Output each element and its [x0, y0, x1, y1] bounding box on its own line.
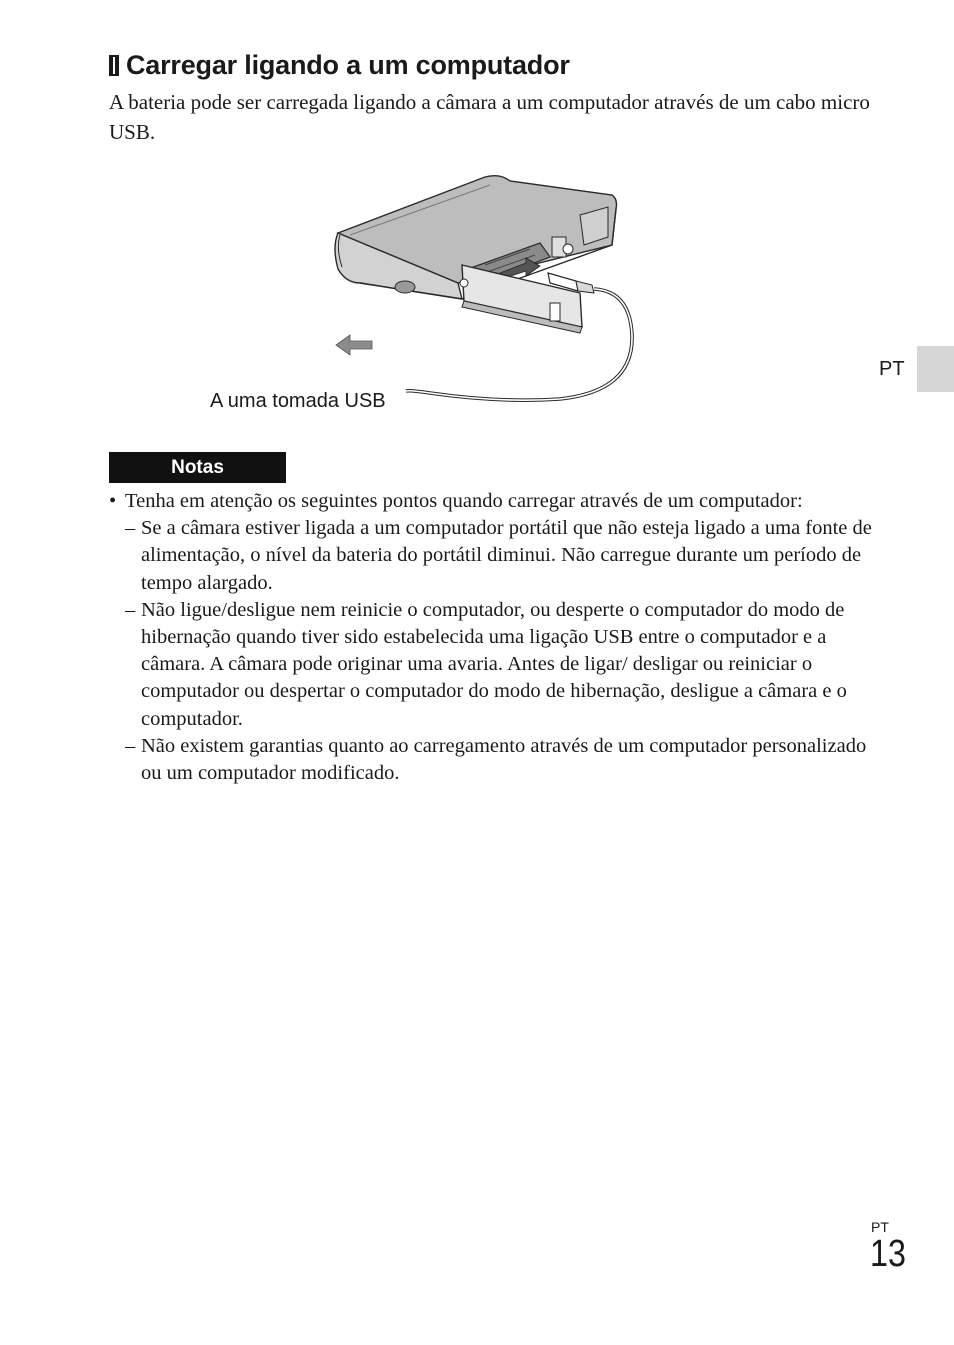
dash-mark: –: [125, 517, 136, 540]
section-heading: [109, 48, 570, 82]
arrow-left-icon: [336, 335, 372, 355]
camera-illustration: [200, 165, 660, 425]
list-item: [109, 488, 879, 515]
bullet-mark: •: [109, 490, 117, 512]
sub-item-text: Se a câmara estiver ligada a um computador portátil que não esteja ligado a uma fonte de alimentação, o nível da bateria do portátil diminui. Não carregue durante um período de tempo alargado.: [141, 517, 872, 594]
side-tab-marker: [917, 346, 954, 392]
figure-caption: A uma tomada USB: [210, 390, 386, 412]
bullet-text: Tenha em atenção os seguintes pontos quando carregar através de um computador:: [125, 490, 803, 512]
dash-mark: –: [125, 598, 136, 621]
page-number: 13: [870, 1233, 906, 1275]
footer-language: PT: [871, 1219, 889, 1235]
dash-mark: –: [125, 734, 136, 757]
list-item: [109, 515, 879, 597]
list-item: [109, 597, 879, 733]
section-marker-icon: [109, 55, 119, 76]
notes-badge: Notas: [109, 452, 286, 483]
sub-item-text: Não existem garantias quanto ao carregamento através de um computador personalizado ou um computador modificado.: [141, 734, 867, 785]
notes-list: [109, 488, 879, 787]
list-item: [109, 733, 879, 787]
section-title: Carregar ligando a um computador: [126, 50, 570, 80]
usb-charging-illustration: [200, 165, 660, 425]
intro-paragraph: A bateria pode ser carregada ligando a câmara a um computador através de um cabo micro USB.: [109, 90, 870, 144]
side-language-label: PT: [879, 358, 905, 380]
sub-item-text: Não ligue/desligue nem reinicie o computador, ou desperte o computador do modo de hibernação quando tiver sido estabelecida uma ligação USB entre o computador e a câmara. A câmara pode originar uma avaria. Antes de ligar/ desligar ou reiniciar o computador ou despertar o computador do modo de hibernação, desligue a câmara e o computador.: [141, 598, 847, 730]
